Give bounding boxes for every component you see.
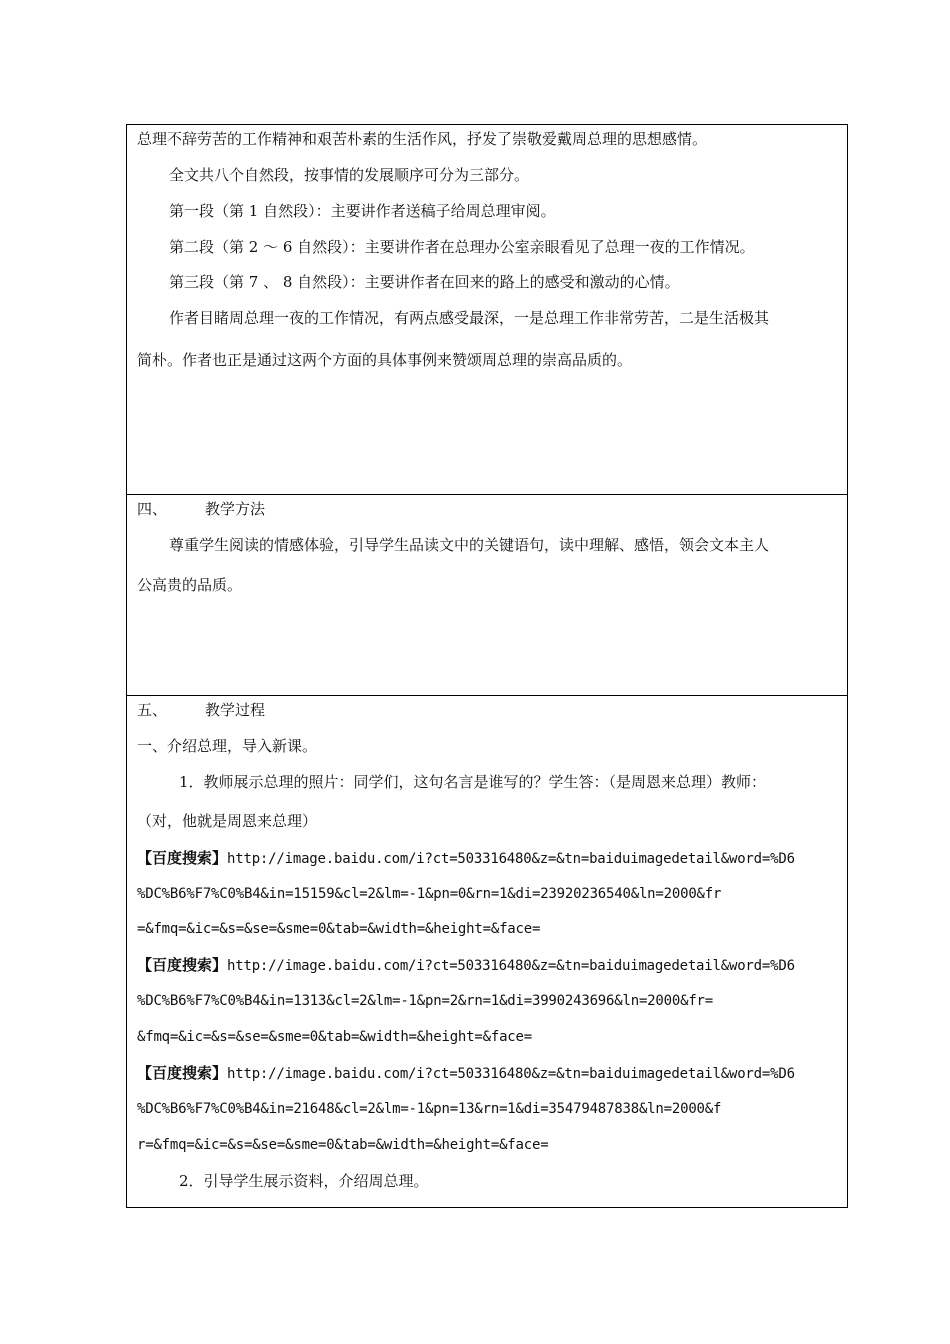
paragraph-line: 尊重学生阅读的情感体验，引导学生品读文中的关键语句，读中理解、感悟，领会文本主人 [169,536,770,554]
url-text[interactable]: %DC%B6%F7%C0%B4&in=21648&cl=2&lm=-1&pn=13&rn=1&di=35479487838&ln=2000&f [137,1101,722,1117]
section-title: 教学方法 [205,500,266,518]
paragraph-line: 作者目睹周总理一夜的工作情况，有两点感受最深，一是总理工作非常劳苦，二是生活极其 [169,309,770,327]
search-label: 【百度搜索】 [137,1064,228,1082]
paragraph-line: 公高贵的品质。 [137,576,243,594]
url-text[interactable]: r=&fmq=&ic=&s=&se=&sme=0&tab=&width=&height=&face= [137,1137,549,1153]
section-text-analysis [127,125,847,495]
url-text[interactable]: &fmq=&ic=&s=&se=&sme=0&tab=&width=&height=&face= [137,1029,532,1045]
search-link-line[interactable] [137,1064,839,1083]
section-teaching-process [127,696,847,1207]
paragraph-line: 第三段（第 7 、 8 自然段）：主要讲作者在回来的路上的感受和激动的心情。 [169,273,680,291]
url-text[interactable]: %DC%B6%F7%C0%B4&in=15159&cl=2&lm=-1&pn=0&rn=1&di=23920236540&ln=2000&fr [137,886,722,902]
section-heading [137,701,839,719]
paragraph-line: （对，他就是周恩来总理） [137,812,318,830]
paragraph-line: 全文共八个自然段，按事情的发展顺序可分为三部分。 [169,166,530,184]
section-title: 教学过程 [205,701,266,719]
search-label: 【百度搜索】 [137,849,228,867]
url-text[interactable]: %DC%B6%F7%C0%B4&in=1313&cl=2&lm=-1&pn=2&rn=1&di=3990243696&ln=2000&fr= [137,993,714,1009]
search-link-line[interactable] [137,849,839,868]
paragraph-line: 2．引导学生展示资料，介绍周总理。 [179,1172,429,1190]
section-number: 五、 [137,701,168,719]
subheading: 一、介绍总理，导入新课。 [137,737,318,755]
paragraph-line: 简朴。作者也正是通过这两个方面的具体事例来赞颂周总理的崇高品质的。 [137,351,633,369]
search-link-line[interactable] [137,956,839,975]
section-teaching-method [127,495,847,696]
url-text[interactable]: http://image.baidu.com/i?ct=503316480&z=&tn=baiduimagedetail&word=%D6 [227,958,795,974]
url-text[interactable]: =&fmq=&ic=&s=&se=&sme=0&tab=&width=&height=&face= [137,921,541,937]
search-label: 【百度搜索】 [137,956,228,974]
paragraph-line: 第二段（第 2 ～ 6 自然段）：主要讲作者在总理办公室亲眼看见了总理一夜的工作情况。 [169,238,755,256]
paragraph-line: 第一段（第 1 自然段）：主要讲作者送稿子给周总理审阅。 [169,202,556,220]
section-heading [137,500,839,518]
url-text[interactable]: http://image.baidu.com/i?ct=503316480&z=&tn=baiduimagedetail&word=%D6 [227,851,795,867]
lesson-plan-table [126,124,848,1208]
paragraph-line: 总理不辞劳苦的工作精神和艰苦朴素的生活作风，抒发了崇敬爱戴周总理的思想感情。 [137,130,708,148]
section-number: 四、 [137,500,168,518]
url-text[interactable]: http://image.baidu.com/i?ct=503316480&z=&tn=baiduimagedetail&word=%D6 [227,1066,795,1082]
paragraph-line: 1．教师展示总理的照片：同学们，这句名言是谁写的？学生答：（是周恩来总理）教师： [179,773,767,791]
